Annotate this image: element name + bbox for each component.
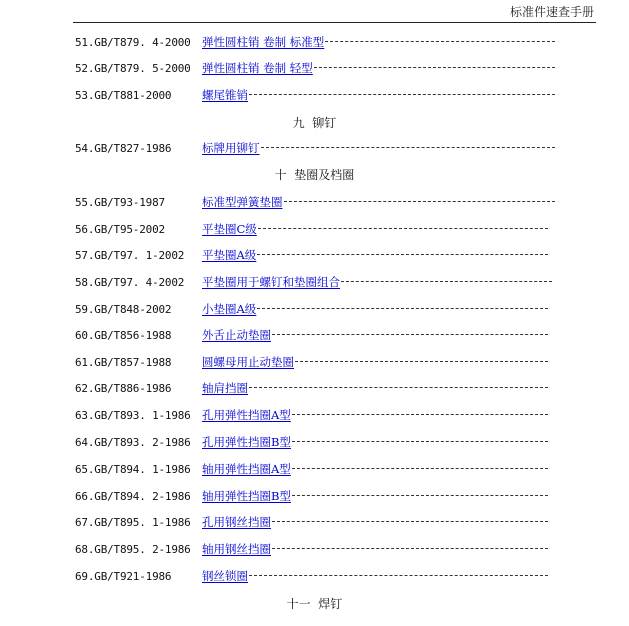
toc-link[interactable]: 标准型弹簧垫圈 bbox=[202, 195, 283, 209]
dotted-leader bbox=[325, 41, 555, 42]
standard-code: 58.GB/T97. 4-2002 bbox=[75, 276, 185, 289]
toc-row bbox=[0, 221, 629, 241]
standard-code: 56.GB/T95-2002 bbox=[75, 223, 165, 236]
toc-row bbox=[0, 274, 629, 294]
standard-code: 69.GB/T921-1986 bbox=[75, 570, 172, 583]
standard-code: 55.GB/T93-1987 bbox=[75, 196, 165, 209]
standard-code: 52.GB/T879. 5-2000 bbox=[75, 62, 191, 75]
standard-code: 57.GB/T97. 1-2002 bbox=[75, 249, 185, 262]
dotted-leader bbox=[292, 414, 548, 415]
toc-link[interactable]: 钢丝锁圈 bbox=[202, 569, 248, 583]
standard-code: 67.GB/T895. 1-1986 bbox=[75, 516, 191, 529]
toc-link[interactable]: 圆螺母用止动垫圈 bbox=[202, 355, 294, 369]
dotted-leader bbox=[272, 548, 548, 549]
dotted-leader bbox=[284, 201, 555, 202]
toc-link[interactable]: 孔用弹性挡圈B型 bbox=[202, 435, 291, 449]
dotted-leader bbox=[258, 228, 548, 229]
toc-row bbox=[0, 407, 629, 427]
dotted-leader bbox=[257, 308, 548, 309]
dotted-leader bbox=[295, 361, 548, 362]
dotted-leader bbox=[314, 67, 555, 68]
dotted-leader bbox=[249, 387, 548, 388]
dotted-leader bbox=[249, 94, 555, 95]
toc-row bbox=[0, 541, 629, 561]
standard-code: 65.GB/T894. 1-1986 bbox=[75, 463, 191, 476]
toc-row bbox=[0, 354, 629, 374]
dotted-leader bbox=[292, 495, 548, 496]
toc-row bbox=[0, 140, 629, 160]
standard-code: 68.GB/T895. 2-1986 bbox=[75, 543, 191, 556]
toc-link[interactable]: 平垫圈用于螺钉和垫圈组合 bbox=[202, 275, 340, 289]
toc-link[interactable]: 平垫圈A级 bbox=[202, 248, 257, 262]
toc-row bbox=[0, 34, 629, 54]
toc-link[interactable]: 螺尾锥销 bbox=[202, 88, 248, 102]
toc-link[interactable]: 轴用弹性挡圈B型 bbox=[202, 489, 291, 503]
standard-code: 53.GB/T881-2000 bbox=[75, 89, 172, 102]
manual-title: 标准件速查手册 bbox=[509, 5, 594, 19]
toc-link[interactable]: 外舌止动垫圈 bbox=[202, 328, 271, 342]
dotted-leader bbox=[249, 575, 548, 576]
dotted-leader bbox=[292, 441, 548, 442]
dotted-leader bbox=[272, 334, 548, 335]
section-heading-shiyi: 十一 焊钉 bbox=[286, 597, 343, 611]
toc-row bbox=[0, 194, 629, 214]
toc-link[interactable]: 轴肩挡圈 bbox=[202, 381, 248, 395]
standard-code: 54.GB/T827-1986 bbox=[75, 142, 172, 155]
dotted-leader bbox=[341, 281, 552, 282]
toc-link[interactable]: 弹性圆柱销 卷制 轻型 bbox=[202, 61, 313, 75]
toc-row bbox=[0, 380, 629, 400]
standard-code: 51.GB/T879. 4-2000 bbox=[75, 36, 191, 49]
toc-row bbox=[0, 514, 629, 534]
toc-row bbox=[0, 568, 629, 588]
section-heading-jiu: 九 铆钉 bbox=[292, 116, 337, 130]
toc-row bbox=[0, 434, 629, 454]
toc-row bbox=[0, 488, 629, 508]
toc-link[interactable]: 轴用钢丝挡圈 bbox=[202, 542, 271, 556]
standard-code: 63.GB/T893. 1-1986 bbox=[75, 409, 191, 422]
toc-row bbox=[0, 461, 629, 481]
dotted-leader bbox=[257, 254, 548, 255]
toc-row bbox=[0, 301, 629, 321]
section-heading-shi: 十 垫圈及档圈 bbox=[274, 168, 355, 182]
toc-link[interactable]: 孔用弹性挡圈A型 bbox=[202, 408, 291, 422]
toc-link[interactable]: 轴用弹性挡圈A型 bbox=[202, 462, 291, 476]
dotted-leader bbox=[272, 521, 548, 522]
standard-code: 61.GB/T857-1988 bbox=[75, 356, 172, 369]
toc-link[interactable]: 弹性圆柱销 卷制 标准型 bbox=[202, 35, 325, 49]
toc-row bbox=[0, 87, 629, 107]
standard-code: 60.GB/T856-1988 bbox=[75, 329, 172, 342]
toc-row bbox=[0, 247, 629, 267]
standard-code: 62.GB/T886-1986 bbox=[75, 382, 172, 395]
toc-row bbox=[0, 327, 629, 347]
toc-link[interactable]: 小垫圈A级 bbox=[202, 302, 257, 316]
standard-code: 64.GB/T893. 2-1986 bbox=[75, 436, 191, 449]
dotted-leader bbox=[292, 468, 548, 469]
standard-code: 59.GB/T848-2002 bbox=[75, 303, 172, 316]
toc-link[interactable]: 孔用钢丝挡圈 bbox=[202, 515, 271, 529]
toc-row bbox=[0, 60, 629, 80]
dotted-leader bbox=[261, 147, 555, 148]
header-divider bbox=[73, 22, 596, 23]
standard-code: 66.GB/T894. 2-1986 bbox=[75, 490, 191, 503]
toc-link[interactable]: 标牌用铆钉 bbox=[202, 141, 260, 155]
toc-link[interactable]: 平垫圈C级 bbox=[202, 222, 257, 236]
